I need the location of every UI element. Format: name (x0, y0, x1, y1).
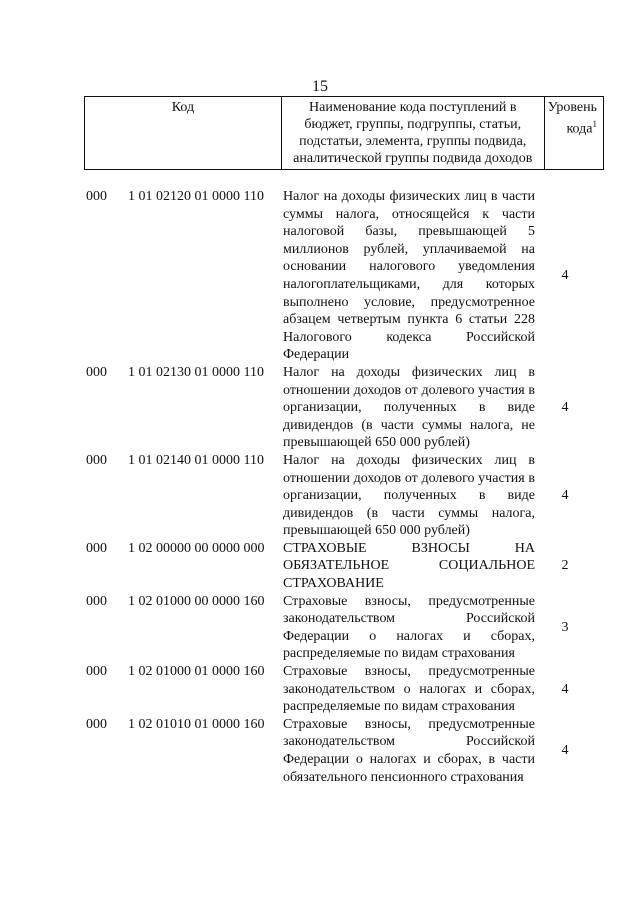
row-prefix: 000 (86, 364, 107, 380)
row-level: 4 (561, 268, 569, 284)
row-prefix: 000 (86, 452, 107, 468)
row-prefix: 000 (86, 664, 107, 680)
row-name: Страховые взносы, предусмотренные законодательством о налогах и сборах, распределяемые по видам страхования (283, 664, 535, 715)
table-row (86, 452, 606, 540)
table-row (86, 188, 606, 364)
row-level: 4 (561, 681, 569, 697)
row-code: 1 01 02120 01 0000 110 (128, 189, 264, 204)
page-number: 15 (312, 78, 328, 95)
row-level: 4 (561, 400, 569, 416)
table-row (86, 663, 606, 716)
code-table-body (86, 188, 606, 786)
table-row (86, 716, 606, 786)
row-level: 4 (561, 488, 569, 504)
header-level-footnote: 1 (592, 119, 597, 129)
row-code: 1 02 01000 00 0000 160 (128, 593, 265, 609)
table-row (86, 364, 606, 452)
row-level: 2 (561, 558, 569, 574)
row-level: 4 (561, 743, 569, 759)
header-level (544, 97, 603, 170)
row-prefix: 000 (86, 593, 107, 609)
row-code: 1 02 00000 00 0000 000 (128, 540, 265, 556)
row-code: 1 02 01010 01 0000 160 (128, 716, 265, 732)
row-name: Налог на доходы физических лиц в отношении доходов от долевого участия в организации, полученных в виде дивидендов (в части суммы налога, превышающей 650 000 рублей) (283, 452, 535, 539)
row-name: Налог на доходы физических лиц в части суммы налога, относящейся к части налоговой базы, превышающей 5 миллионов рублей, уплачиваемой на основании налогового уведомления налогоплательщиками, для которых выполнено условие, предусмотренное абзацем четвертым пункта 6 статьи 228 Налогового кодекса Российской Федерации (283, 189, 535, 363)
header-name: Наименование кода поступлений в бюджет, группы, подгруппы, статьи, подстатьи, элемента, группы подвида, аналитической группы подвида доходов (281, 97, 544, 170)
table-row (86, 540, 606, 593)
row-prefix: 000 (86, 540, 107, 556)
row-name: Страховые взносы, предусмотренные законодательством Российской Федерации о налогах и сборах, в части обязательного пенсионного страхования (283, 716, 535, 785)
row-name: Налог на доходы физических лиц в отношении доходов от долевого участия в организации, полученных в виде дивидендов (в части суммы налога, не превышающей 650 000 рублей) (283, 364, 535, 451)
row-code: 1 02 01000 01 0000 160 (128, 664, 265, 680)
row-name: СТРАХОВЫЕ ВЗНОСЫ НА ОБЯЗАТЕЛЬНОЕ СОЦИАЛЬНОЕ СТРАХОВАНИЕ (283, 540, 535, 592)
table-row (86, 593, 606, 663)
header-code: Код (85, 97, 282, 170)
row-level: 3 (561, 620, 569, 636)
row-code: 1 01 02130 01 0000 110 (128, 364, 264, 380)
row-prefix: 000 (86, 716, 107, 732)
table-header (84, 96, 604, 170)
row-prefix: 000 (86, 189, 107, 204)
row-code: 1 01 02140 01 0000 110 (128, 452, 264, 468)
header-level-label: Уровень кода (547, 100, 597, 137)
row-name: Страховые взносы, предусмотренные законодательством Российской Федерации о налогах и сборах, распределяемые по видам страхования (283, 593, 535, 662)
